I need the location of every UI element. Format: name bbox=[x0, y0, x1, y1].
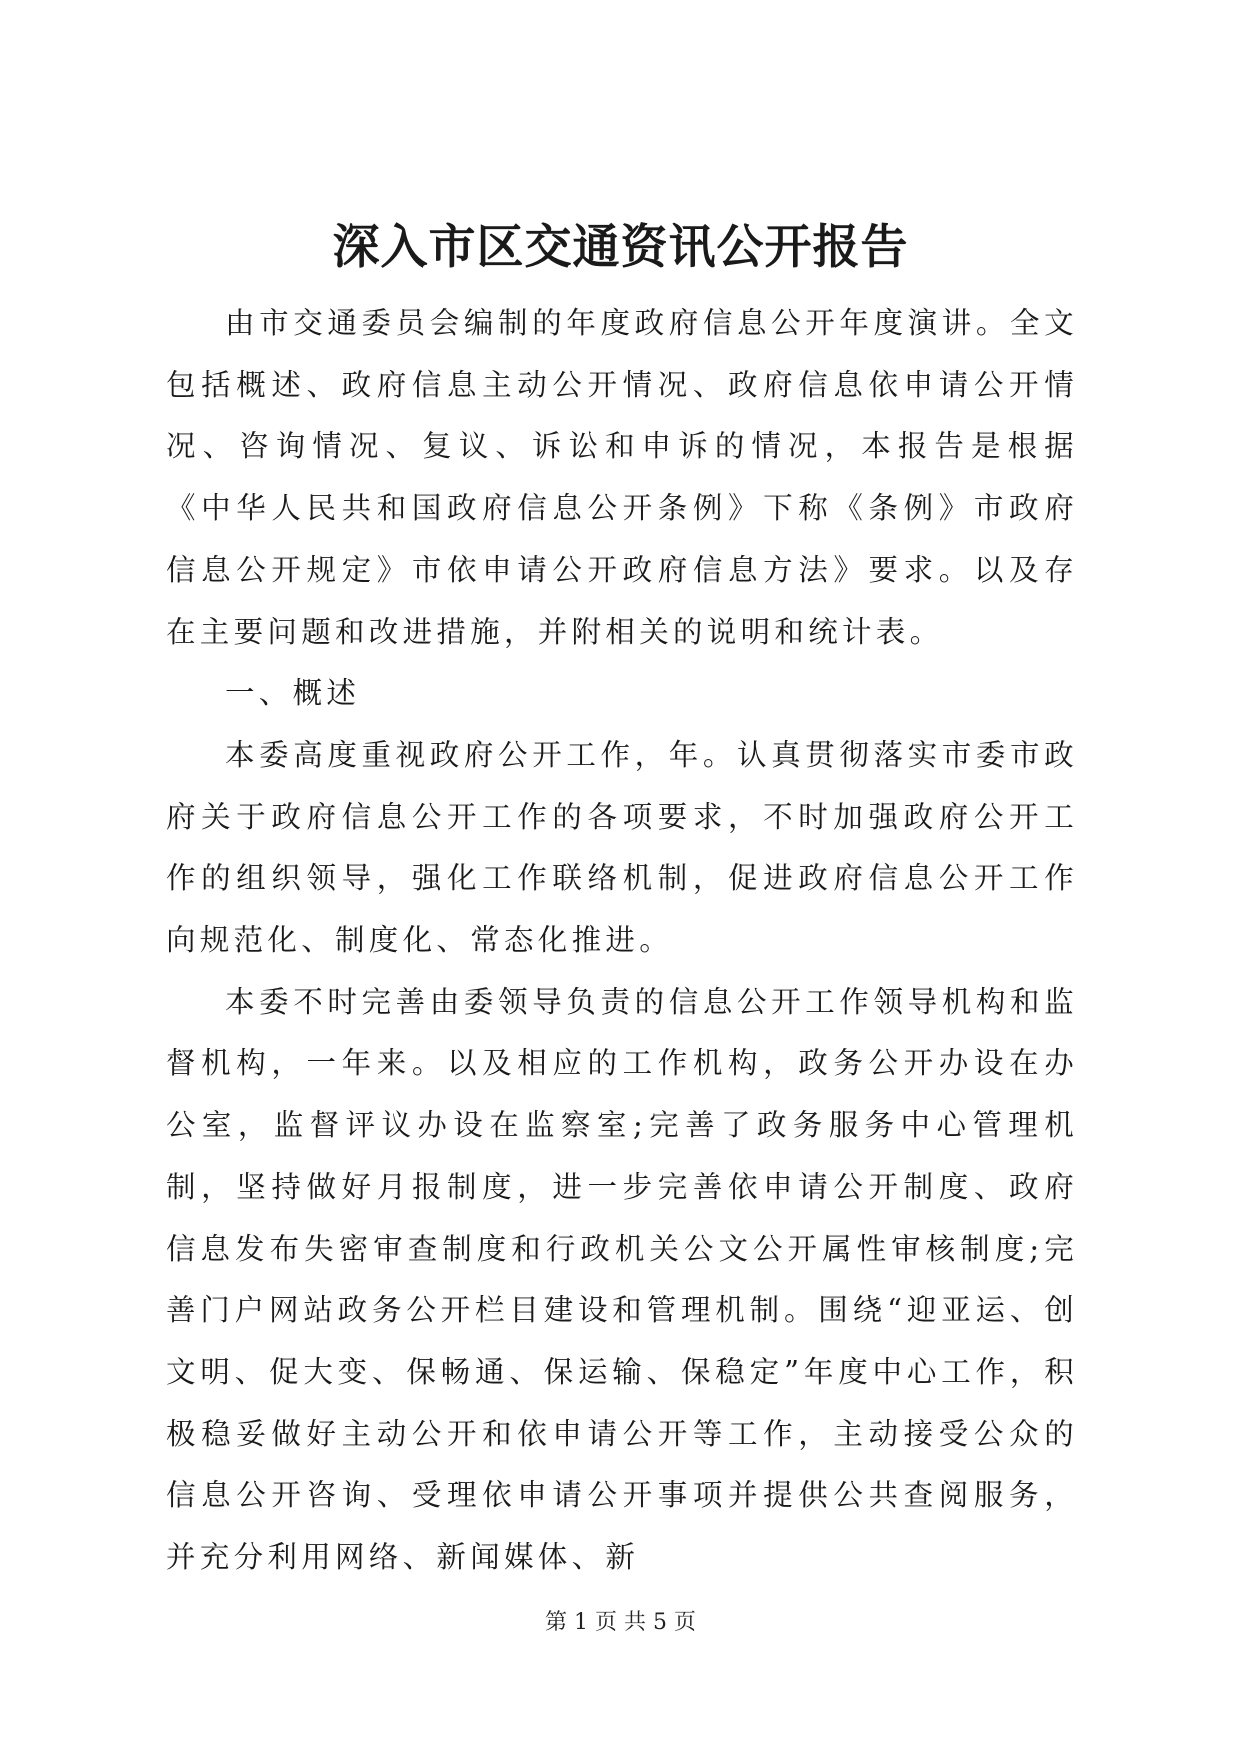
paragraph-overview: 本委高度重视政府公开工作，年。认真贯彻落实市委市政府关于政府信息公开工作的各项要求，不时加强政府公开工作的组织领导，强化工作联络机制，促进政府信息公开工作向规范化、制度化、常态化推进。 bbox=[166, 737, 1078, 958]
paragraph-mechanism: 本委不时完善由委领导负责的信息公开工作领导机构和监督机构，一年来。以及相应的工作机构，政务公开办设在办公室，监督评议办设在监察室;完善了政务服务中心管理机制，坚持做好月报制度，进一步完善依申请公开制度、政府信息发布失密审查制度和行政机关公文公开属性审核制度;完善门户网站政务公开栏目建设和管理机制。围绕“迎亚运、创文明、促大变、保畅通、保运输、保稳定”年度中心工作，积极稳妥做好主动公开和依申请公开等工作，主动接受公众的信息公开咨询、受理依申请公开事项并提供公共查阅服务，并充分利用网络、新闻媒体、新 bbox=[166, 984, 1078, 1575]
paragraph-intro: 由市交通委员会编制的年度政府信息公开年度演讲。全文包括概述、政府信息主动公开情况、政府信息依申请公开情况、咨询情况、复议、诉讼和申诉的情况，本报告是根据《中华人民共和国政府信息公开条例》下称《条例》市政府信息公开规定》市依申请公开政府信息方法》要求。以及存在主要问题和改进措施，并附相关的说明和统计表。 bbox=[166, 306, 1078, 649]
page-number-footer: 第 1 页 共 5 页 bbox=[545, 1610, 696, 1635]
section-heading-overview: 一、概述 bbox=[225, 676, 361, 711]
document-body bbox=[166, 293, 1078, 1589]
document-title: 深入市区交通资讯公开报告 bbox=[332, 220, 909, 275]
